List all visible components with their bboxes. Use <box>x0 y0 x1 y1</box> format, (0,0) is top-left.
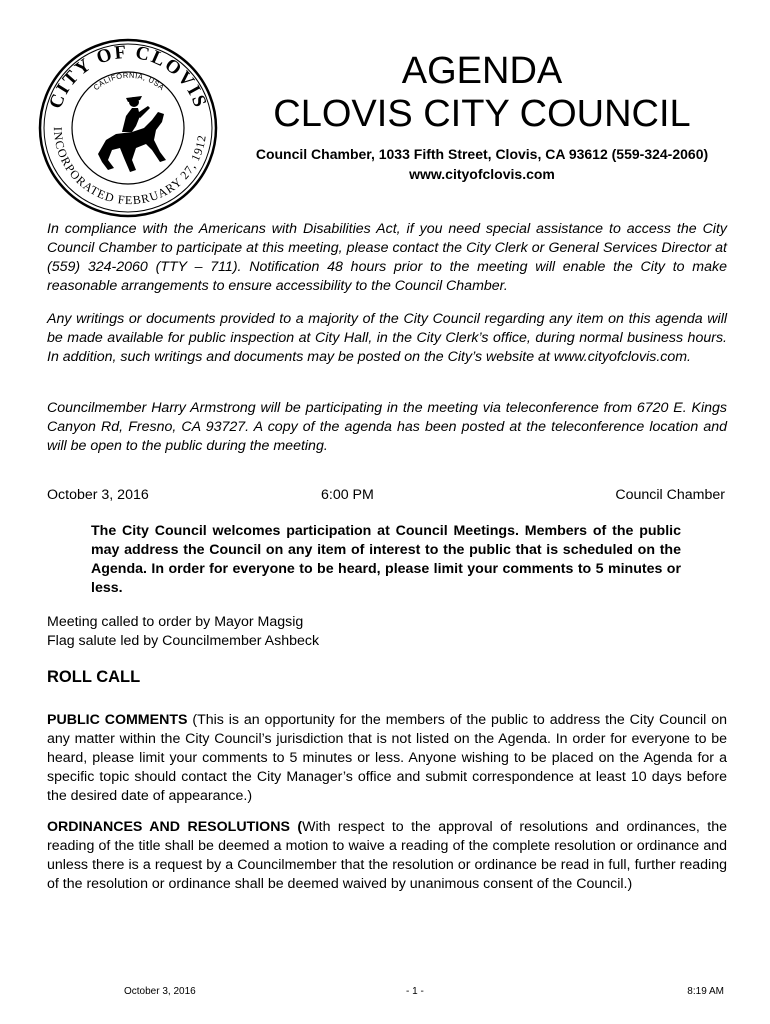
footer-time: 8:19 AM <box>687 986 724 997</box>
bucking-horse-icon <box>98 96 166 172</box>
agenda-title: AGENDA <box>401 50 563 92</box>
meeting-location: Council Chamber <box>615 487 725 503</box>
chamber-address: Council Chamber, 1033 Fifth Street, Clovis, CA 93612 (559-324-2060) <box>255 146 709 162</box>
website-link[interactable]: www.cityofclovis.com <box>409 166 555 182</box>
ordinances-heading: ORDINANCES AND RESOLUTIONS ( <box>47 819 303 835</box>
public-comments-heading: PUBLIC COMMENTS <box>47 712 188 728</box>
seal-inner-text: CALIFORNIA, USA <box>91 70 167 93</box>
teleconference-notice: Councilmember Harry Armstrong will be participating in the meeting via teleconference from 6720 E. Kings Canyon Rd, Fresno, CA 93727. A copy of the agenda has been posted at the teleconference location and will be open to the public during the meeting. <box>47 400 727 454</box>
footer-date: October 3, 2016 <box>124 986 196 997</box>
svg-text:CALIFORNIA, USA <box>92 71 167 93</box>
council-title: CLOVIS CITY COUNCIL <box>273 93 691 135</box>
public-comments-section <box>47 711 727 806</box>
agenda-header <box>232 50 732 184</box>
meeting-time: 6:00 PM <box>321 487 374 503</box>
public-writings-notice: Any writings or documents provided to a majority of the City Council regarding any item on this agenda will be made available for public inspection at City Hall, in the City Clerk’s office, during normal business hours. In addition, such writings and documents may be posted on the City’s website at www.cityofclovis.com. <box>47 311 727 365</box>
seal-outer-text: CITY OF CLOVIS <box>45 41 211 112</box>
meeting-info-row <box>47 487 725 507</box>
seal-bottom-text: INCORPORATED FEBRUARY 27, 1912 <box>50 126 209 208</box>
roll-call-heading: ROLL CALL <box>47 668 141 686</box>
city-of-clovis-seal <box>36 36 220 220</box>
flag-salute: Flag salute led by Councilmember Ashbeck <box>47 633 320 649</box>
ordinances-section <box>47 818 727 894</box>
welcome-statement: The City Council welcomes participation at Council Meetings. Members of the public may address the Council on any item of interest to the public that is scheduled on the Agenda. In order for everyone to be heard, please limit your comments to 5 minutes or less. <box>91 523 681 596</box>
meeting-date: October 3, 2016 <box>47 487 149 503</box>
public-comments-text: (This is an opportunity for the members of the public to address the City Council on any matter within the City Council’s jurisdiction that is not listed on the Agenda. In order for everyone to be heard, please limit your comments to 5 minutes or less. Anyone wishing to be placed on the Agenda for a specific topic should contact the City Manager’s office and submit correspondence at least 10 days before the desired date of appearance.) <box>47 712 727 804</box>
ada-notice: In compliance with the Americans with Disabilities Act, if you need special assistance to access the City Council Chamber to participate at this meeting, please contact the City Clerk or General Services Director at (559) 324-2060 (TTY – 711). Notification 48 hours prior to the meeting will enable the City to make reasonable arrangements to ensure accessibility to the Council Chamber. <box>47 221 727 294</box>
ordinances-text: With respect to the approval of resolutions and ordinances, the reading of the title shall be deemed a motion to waive a reading of the complete resolution or ordinance and unless there is a request by a Councilmember that the resolution or ordinance be read in full, further reading of the resolution or ordinance shall be deemed waived by unanimous consent of the Council.) <box>47 819 727 892</box>
footer-page-number: - 1 - <box>406 986 424 997</box>
call-to-order: Meeting called to order by Mayor Magsig <box>47 614 304 630</box>
